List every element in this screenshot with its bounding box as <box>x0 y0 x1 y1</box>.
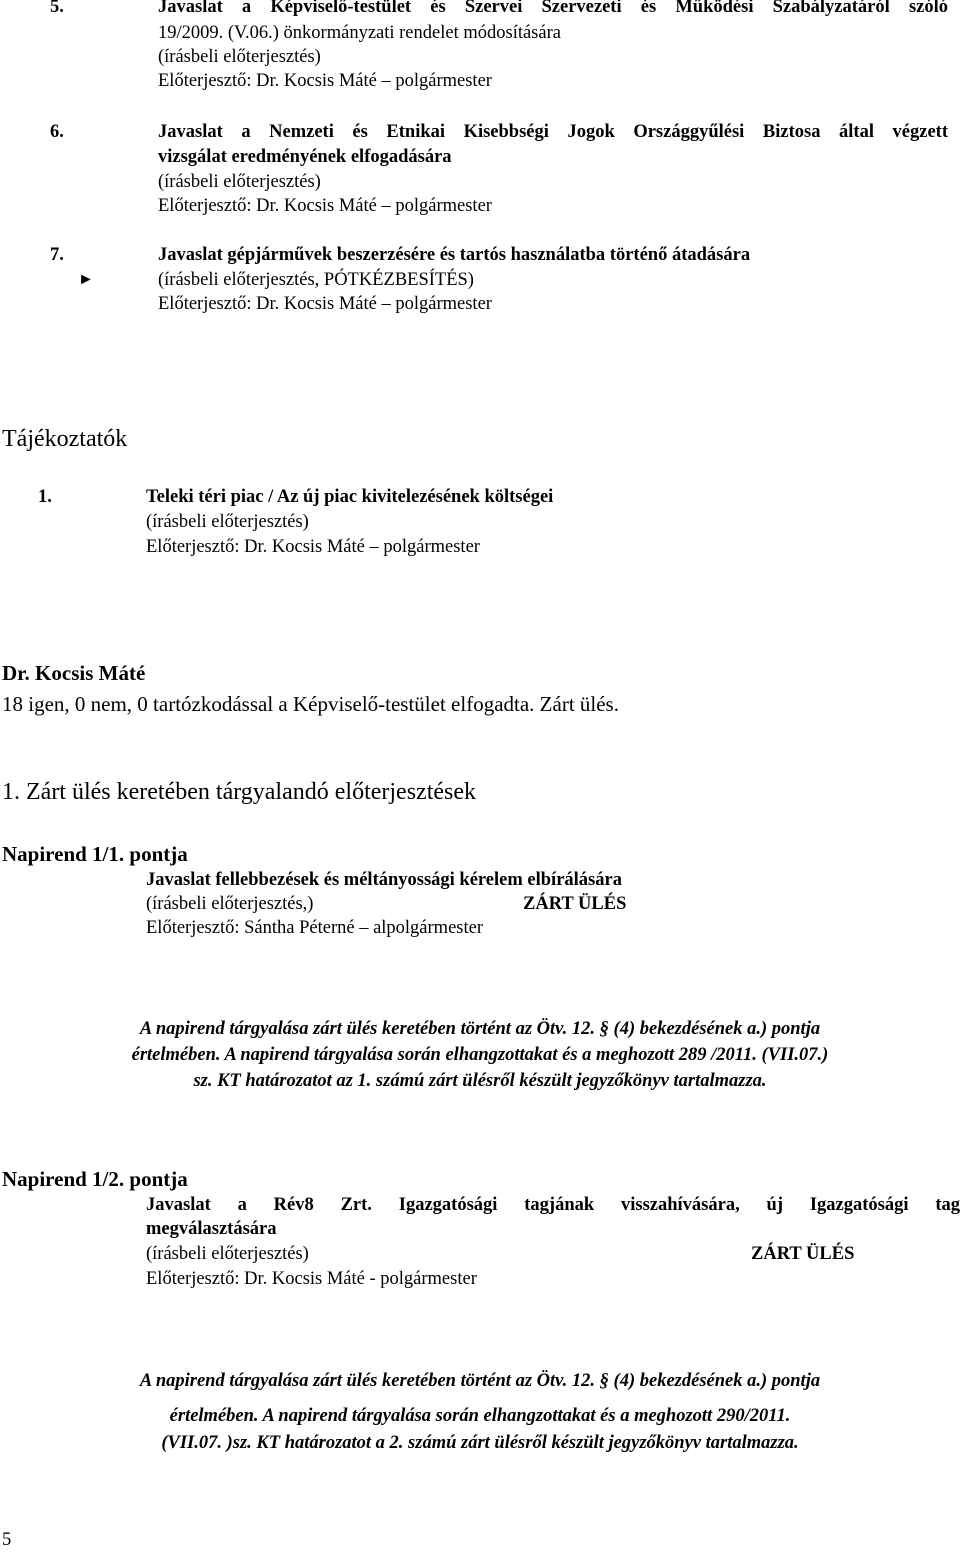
closed-statement-line: sz. KT határozatot az 1. számú zárt ülésről készült jegyzőkönyv tartalmazza. <box>193 1071 767 1091</box>
vote-result: 18 igen, 0 nem, 0 tartózkodással a Képviselő-testület elfogadta. Zárt ülés. <box>2 692 619 716</box>
item-title-cont: vizsgálat eredményének elfogadására <box>158 147 452 167</box>
agenda-presenter: Előterjesztő: Dr. Kocsis Máté - polgármester <box>146 1269 477 1289</box>
info-item-note: (írásbeli előterjesztés) <box>146 512 309 532</box>
item-note: (írásbeli előterjesztés) <box>158 172 321 192</box>
agenda-note: (írásbeli előterjesztés) <box>146 1244 309 1264</box>
item-number: 7. <box>50 245 64 265</box>
item-presenter: Előterjesztő: Dr. Kocsis Máté – polgármester <box>158 294 492 314</box>
agenda-title-cont: megválasztására <box>146 1219 277 1239</box>
page-number: 5 <box>2 1530 12 1550</box>
closed-statement-line: A napirend tárgyalása zárt ülés keretében történt az Ötv. 12. § (4) bekezdésének a.) pontja <box>139 1371 821 1391</box>
item-title-cont: 19/2009. (V.06.) önkormányzati rendelet módosítására <box>158 23 561 43</box>
agenda-note: (írásbeli előterjesztés,) <box>146 894 314 914</box>
item-note: (írásbeli előterjesztés) <box>158 47 321 67</box>
item-title: Javaslat a Képviselő-testület és Szervei Szervezeti és Működési Szabályzatáról szóló <box>158 0 948 17</box>
agenda-presenter: Előterjesztő: Sántha Péterné – alpolgármester <box>146 918 483 938</box>
info-item-number: 1. <box>38 487 52 507</box>
item-title: Javaslat gépjárművek beszerzésére és tartós használatba történő átadására <box>158 245 751 265</box>
item-number: 5. <box>50 0 64 17</box>
closed-session-label: ZÁRT ÜLÉS <box>523 894 627 914</box>
info-item-presenter: Előterjesztő: Dr. Kocsis Máté – polgármester <box>146 537 480 557</box>
closed-statement-line: A napirend tárgyalása zárt ülés keretében történt az Ötv. 12. § (4) bekezdésének a.) pontja <box>139 1019 821 1039</box>
item-title: Javaslat a Nemzeti és Etnikai Kisebbségi Jogok Országgyűlési Biztosa által végzett <box>158 122 948 142</box>
closed-statement-line: értelmében. A napirend tárgyalása során elhangzottakat és a meghozott 290/2011. <box>169 1406 791 1426</box>
agenda-title: Javaslat a Rév8 Zrt. Igazgatósági tagjának visszahívására, új Igazgatósági tag <box>146 1195 960 1215</box>
closed-statement-line: értelmében. A napirend tárgyalása során elhangzottakat és a meghozott 289 /2011. (VII.07.) <box>131 1045 829 1065</box>
agenda-label: Napirend 1/2. pontja <box>2 1167 188 1191</box>
closed-statement-line: (VII.07. )sz. KT határozatot a 2. számú zárt ülésről készült jegyzőkönyv tartalmazza. <box>161 1433 799 1453</box>
section-heading-tajekoztatok: Tájékoztatók <box>2 426 128 452</box>
agenda-label: Napirend 1/1. pontja <box>2 842 188 866</box>
closed-session-label: ZÁRT ÜLÉS <box>751 1244 855 1264</box>
item-number: 6. <box>50 122 64 142</box>
item-presenter: Előterjesztő: Dr. Kocsis Máté – polgármester <box>158 196 492 216</box>
item-presenter: Előterjesztő: Dr. Kocsis Máté – polgármester <box>158 71 492 91</box>
speaker-name: Dr. Kocsis Máté <box>2 661 146 685</box>
item-note: (írásbeli előterjesztés, PÓTKÉZBESÍTÉS) <box>158 270 474 290</box>
pointer-arrow-icon: ► <box>78 271 94 288</box>
agenda-title: Javaslat fellebbezések és méltányossági kérelem elbírálására <box>146 870 622 890</box>
info-item-title: Teleki téri piac / Az új piac kivitelezésének költségei <box>146 487 554 507</box>
closed-section-heading: 1. Zárt ülés keretében tárgyalandó előterjesztések <box>2 779 477 805</box>
